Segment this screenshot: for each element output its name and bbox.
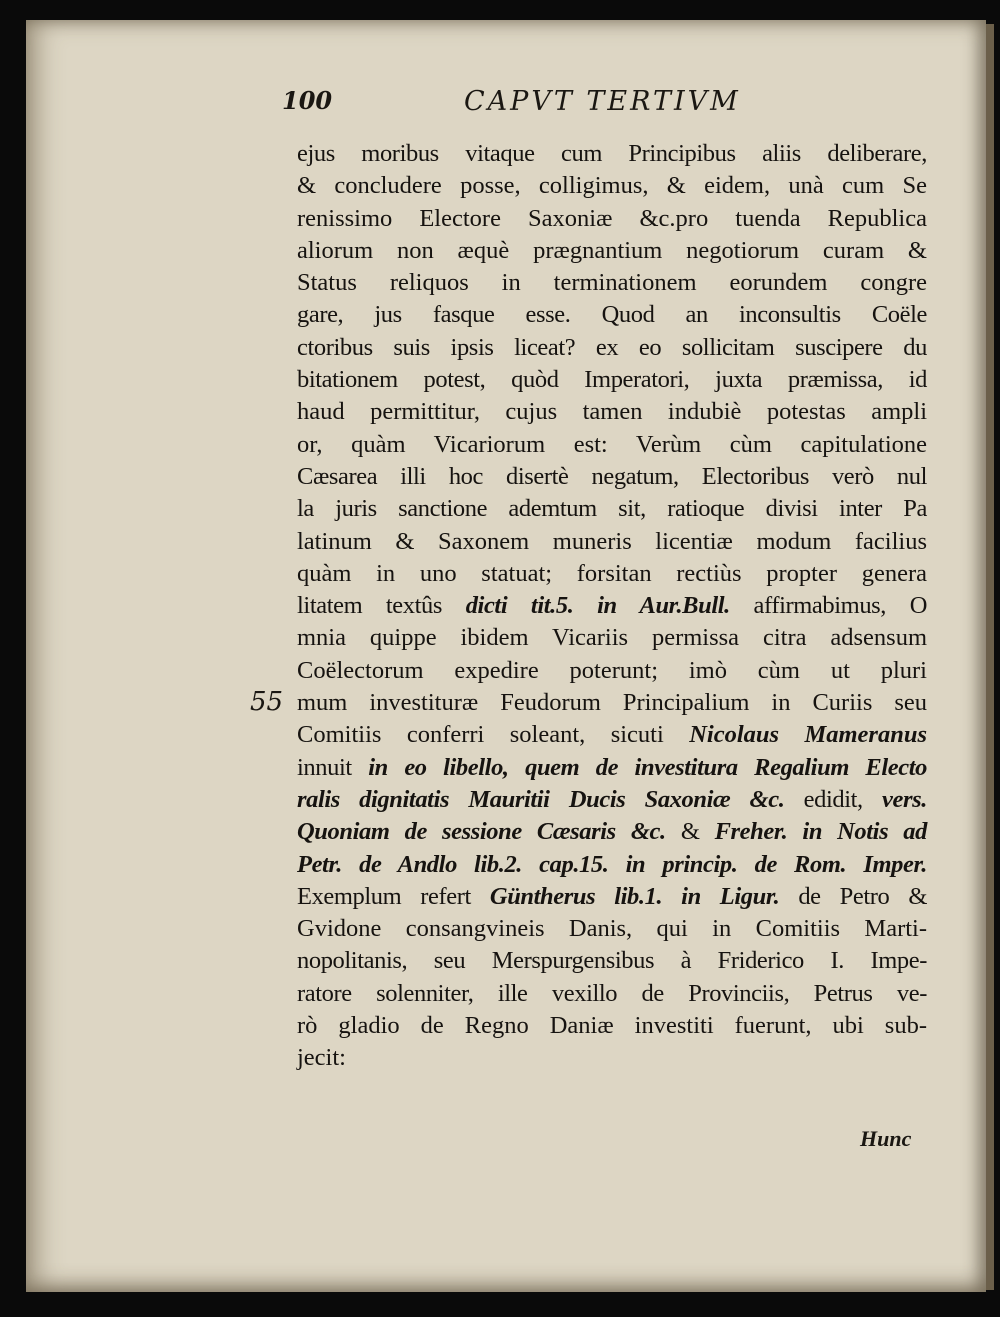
text-line bbox=[297, 816, 927, 848]
text-segment: Gvidone consangvineis Danis, qui in Comitiis Marti- bbox=[297, 915, 927, 943]
text-segment: or, quàm Vicariorum est: Verùm cùm capitulatione bbox=[297, 430, 927, 458]
text-line bbox=[297, 332, 927, 364]
text-segment: Coëlectorum expedire poterunt; imò cùm ut pluri bbox=[297, 656, 927, 684]
text-segment: affirmabimus, O bbox=[729, 592, 927, 620]
text-segment: & concludere posse, colligimus, & eidem, unà cum Se bbox=[297, 172, 927, 200]
text-line bbox=[297, 299, 927, 331]
margin-note: 55 bbox=[250, 687, 284, 717]
text-segment: jecit: bbox=[297, 1044, 346, 1072]
text-line bbox=[297, 622, 927, 654]
text-segment: ctoribus suis ipsis liceat? ex eo sollicitam suscipere du bbox=[297, 333, 927, 361]
text-segment: bitationem potest, quòd Imperatori, juxta præmissa, id bbox=[297, 366, 927, 394]
text-segment: nopolitanis, seu Merspurgensibus à Friderico I. Impe- bbox=[297, 947, 927, 975]
text-line bbox=[297, 978, 927, 1010]
catchword: Hunc bbox=[860, 1126, 912, 1151]
text-line bbox=[297, 203, 927, 235]
italic-citation: in eo libello, quem de investitura Regalium Electo bbox=[368, 753, 927, 781]
italic-citation: ralis dignitatis Mauritii Ducis Saxoniæ &c. bbox=[297, 785, 785, 813]
italic-citation: dicti tit.5. in Aur.Bull. bbox=[465, 592, 730, 620]
body-text bbox=[297, 138, 927, 1075]
text-line bbox=[297, 1010, 927, 1042]
text-line bbox=[297, 235, 927, 267]
text-segment: de Petro & bbox=[779, 882, 927, 910]
text-line bbox=[297, 558, 927, 590]
text-segment: gare, jus fasque esse. Quod an inconsultis Coële bbox=[297, 301, 927, 329]
text-line bbox=[297, 913, 927, 945]
italic-citation: Freher. in Notis ad bbox=[714, 818, 928, 846]
italic-citation: Güntherus lib.1. in Ligur. bbox=[489, 882, 780, 910]
text-line bbox=[297, 881, 927, 913]
text-line bbox=[297, 752, 927, 784]
text-segment: rò gladio de Regno Daniæ investiti fuerunt, ubi sub- bbox=[297, 1012, 927, 1040]
text-line bbox=[297, 1042, 927, 1074]
text-line bbox=[297, 784, 927, 816]
page-number: 100 bbox=[282, 86, 333, 115]
text-line bbox=[297, 945, 927, 977]
text-segment: mum investituræ Feudorum Principalium in Curiis seu bbox=[297, 689, 927, 717]
italic-citation: vers. bbox=[882, 785, 927, 813]
text-line bbox=[297, 364, 927, 396]
text-line bbox=[297, 429, 927, 461]
text-line bbox=[297, 590, 927, 622]
text-segment: renissimo Electore Saxoniæ &c.pro tuenda Republica bbox=[297, 204, 927, 232]
text-segment: ratore solenniter, ille vexillo de Provinciis, Petrus ve- bbox=[297, 979, 927, 1007]
text-segment: Comitiis conferri soleant, sicuti bbox=[297, 721, 690, 749]
text-segment: latinum & Saxonem muneris licentiæ modum facilius bbox=[297, 527, 927, 555]
text-line bbox=[297, 138, 927, 170]
text-line bbox=[297, 849, 927, 881]
text-segment: la juris sanctione ademtum sit, ratioque divisi inter Pa bbox=[297, 495, 927, 523]
text-line bbox=[297, 267, 927, 299]
text-line bbox=[297, 719, 927, 751]
running-head bbox=[268, 86, 768, 126]
text-line bbox=[297, 170, 927, 202]
text-line bbox=[297, 687, 927, 719]
text-segment: haud permittitur, cujus tamen indubiè potestas ampli bbox=[297, 398, 927, 426]
text-line bbox=[297, 461, 927, 493]
text-line bbox=[297, 526, 927, 558]
text-segment: innuit bbox=[297, 753, 369, 781]
text-segment: quàm in uno statuat; forsitan rectiùs propter genera bbox=[297, 559, 927, 587]
text-line bbox=[297, 493, 927, 525]
text-segment: mnia quippe ibidem Vicariis permissa citra adsensum bbox=[297, 624, 927, 652]
text-segment: edidit, bbox=[784, 785, 883, 813]
text-line bbox=[297, 396, 927, 428]
text-segment: aliorum non æquè prægnantium negotiorum curam & bbox=[297, 236, 927, 264]
text-segment: litatem textûs bbox=[297, 592, 466, 620]
text-line bbox=[297, 655, 927, 687]
page-edge bbox=[986, 24, 994, 1290]
italic-citation: Petr. de Andlo lib.2. cap.15. in princip. de Rom. Imper. bbox=[297, 850, 927, 878]
text-segment: Cæsarea illi hoc disertè negatum, Electoribus verò nul bbox=[297, 462, 927, 490]
text-segment: Status reliquos in terminationem eorundem congre bbox=[297, 269, 927, 297]
chapter-title: CAPVT TERTIVM bbox=[464, 86, 741, 117]
text-segment: Exemplum refert bbox=[297, 882, 490, 910]
italic-citation: Nicolaus Mameranus bbox=[689, 721, 927, 749]
text-segment: ejus moribus vitaque cum Principibus aliis deliberare, bbox=[297, 140, 927, 167]
italic-citation: Quoniam de sessione Cæsaris &c. bbox=[297, 818, 666, 846]
text-segment: & bbox=[665, 818, 715, 846]
